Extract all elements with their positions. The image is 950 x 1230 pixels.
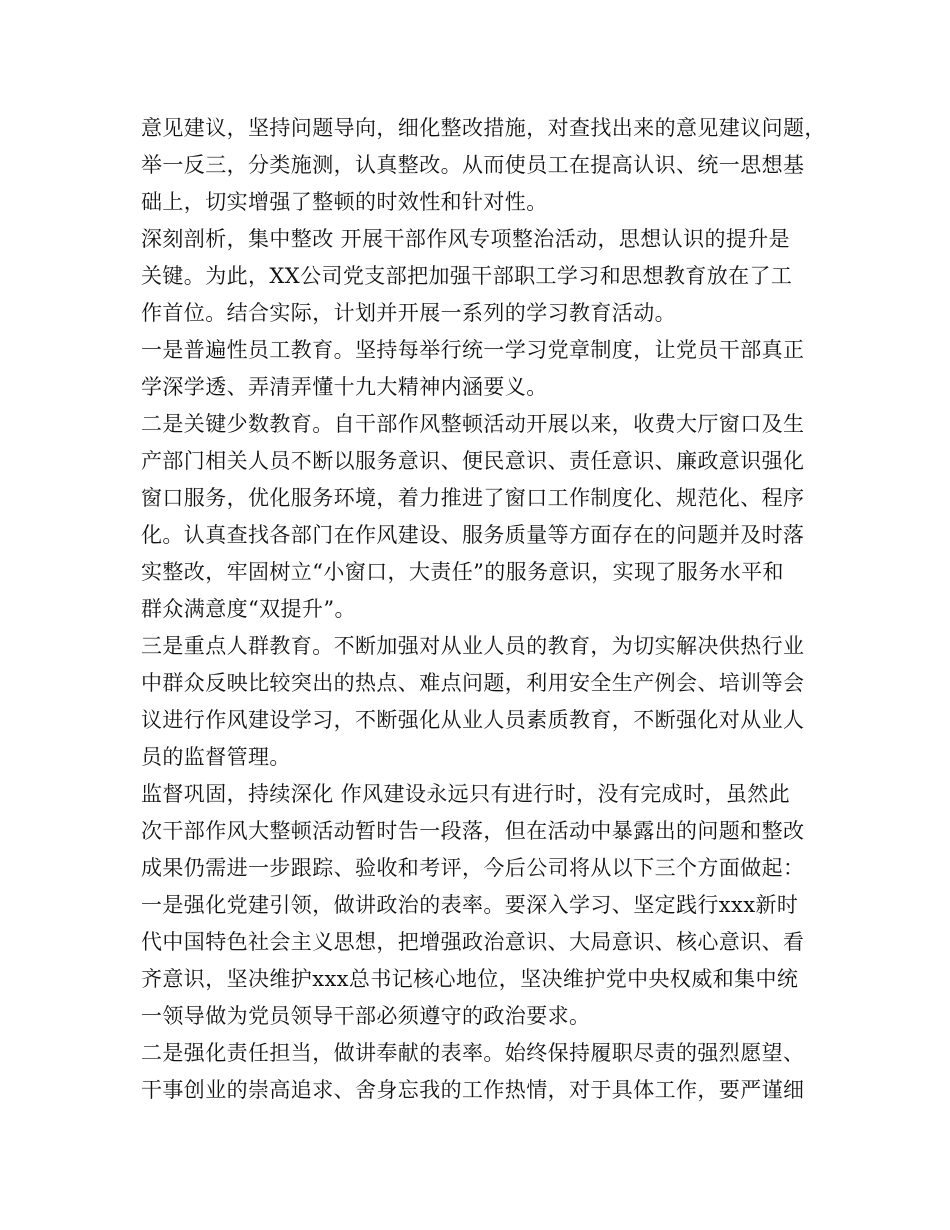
text-line: 深刻剖析，集中整改 开展干部作风专项整治活动，思想认识的提升是 bbox=[141, 227, 791, 251]
text-line: 成果仍需进一步跟踪、验收和考评，今后公司将从以下三个方面做起： bbox=[141, 856, 805, 880]
text-line: 次干部作风大整顿活动暂时告一段落，但在活动中暴露出的问题和整改 bbox=[141, 819, 805, 843]
text-line: 作首位。结合实际，计划并开展一系列的学习教育活动。 bbox=[141, 301, 676, 325]
text-line: 窗口服务，优化服务环境，着力推进了窗口工作制度化、规范化、程序 bbox=[141, 486, 805, 510]
text-line: 化。认真查找各部门在作风建设、服务质量等方面存在的问题并及时落 bbox=[141, 523, 805, 547]
text-line: 举一反三，分类施测，认真整改。从而使员工在提高认识、统一思想基 bbox=[141, 153, 805, 177]
text-line: 二是关键少数教育。自干部作风整顿活动开展以来，收费大厅窗口及生 bbox=[141, 412, 805, 436]
text-line: 议进行作风建设学习，不断强化从业人员素质教育，不断强化对从业人 bbox=[141, 708, 805, 732]
text-line: 员的监督管理。 bbox=[141, 745, 291, 769]
text-line: 产部门相关人员不断以服务意识、便民意识、责任意识、廉政意识强化 bbox=[141, 449, 805, 473]
text-line: 一领导做为党员领导干部必须遵守的政治要求。 bbox=[141, 1004, 591, 1028]
text-line: 一是普遍性员工教育。坚持每举行统一学习党章制度，让党员干部真正 bbox=[141, 338, 805, 362]
text-line: 群众满意度“双提升”。 bbox=[141, 597, 356, 621]
text-line: 一是强化党建引领，做讲政治的表率。要深入学习、坚定践行xxx新时 bbox=[141, 893, 799, 917]
text-line: 监督巩固，持续深化 作风建设永远只有进行时，没有完成时，虽然此 bbox=[141, 782, 791, 806]
text-line: 中群众反映比较突出的热点、难点问题，利用安全生产例会、培训等会 bbox=[141, 671, 805, 695]
text-line: 干事创业的崇高追求、舍身忘我的工作热情，对于具体工作，要严谨细 bbox=[141, 1078, 805, 1102]
text-line: 代中国特色社会主义思想，把增强政治意识、大局意识、核心意识、看 bbox=[141, 930, 805, 954]
text-line: 意见建议，坚持问题导向，细化整改措施，对查找出来的意见建议问题， bbox=[141, 116, 826, 140]
text-line: 三是重点人群教育。不断加强对从业人员的教育，为切实解决供热行业 bbox=[141, 634, 805, 658]
text-line: 实整改，牢固树立“小窗口，大责任”的服务意识，实现了服务水平和 bbox=[141, 560, 784, 584]
text-line: 关键。为此，XX公司党支部把加强干部职工学习和思想教育放在了工 bbox=[141, 264, 793, 288]
text-line: 学深学透、弄清弄懂十九大精神内涵要义。 bbox=[141, 375, 548, 399]
document-body bbox=[141, 110, 826, 1109]
text-line: 础上，切实增强了整顿的时效性和针对性。 bbox=[141, 190, 548, 214]
text-line: 齐意识，坚决维护xxx总书记核心地位，坚决维护党中央权威和集中统 bbox=[141, 967, 799, 991]
text-line: 二是强化责任担当，做讲奉献的表率。始终保持履职尽责的强烈愿望、 bbox=[141, 1041, 805, 1065]
